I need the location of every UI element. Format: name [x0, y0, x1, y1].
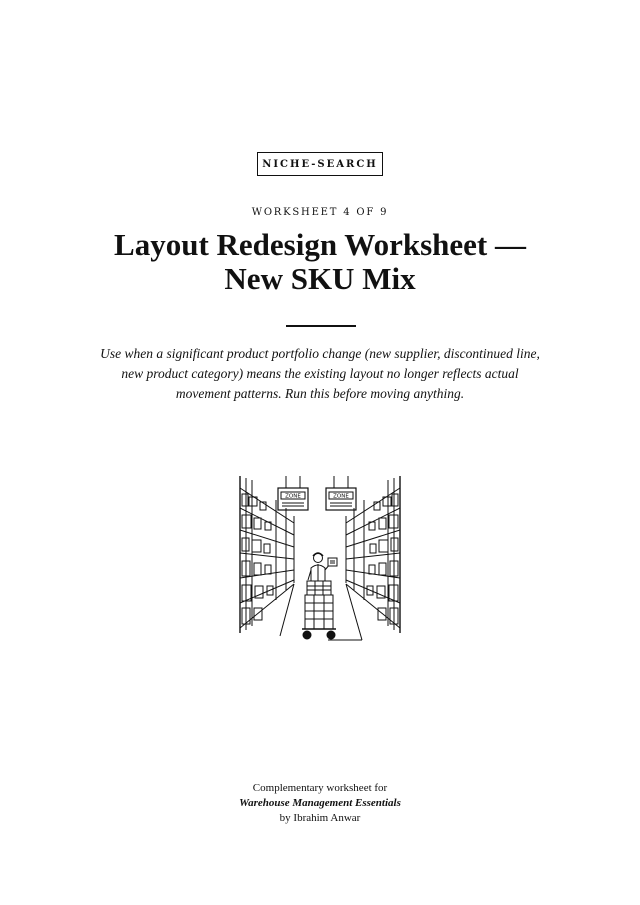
- page-title-line-2: New SKU Mix: [224, 261, 416, 296]
- title-divider: [286, 325, 356, 327]
- footer-credit: [0, 781, 640, 826]
- brand-badge-label: NICHE-SEARCH: [262, 158, 378, 170]
- author-line: by Ibrahim Anwar: [279, 812, 361, 824]
- book-title: Warehouse Management Essentials: [239, 797, 401, 809]
- sign-right-label: ZONE: [333, 493, 349, 500]
- worksheet-number: WORKSHEET 4 OF 9: [251, 207, 389, 218]
- intro-text: Use when a significant product portfolio change (new supplier, discontinued line, new product category) means the existing layout no longer reflects actual movement patterns. Run this before moving anything.: [100, 346, 540, 401]
- brand-badge: [257, 152, 383, 176]
- sign-left-label: ZONE: [285, 493, 301, 500]
- page-title-line-1: Layout Redesign Worksheet —: [114, 227, 526, 262]
- warehouse-aisle-illustration: [230, 468, 410, 648]
- footer-line: Complementary worksheet for: [252, 782, 388, 794]
- page-title: [0, 228, 640, 296]
